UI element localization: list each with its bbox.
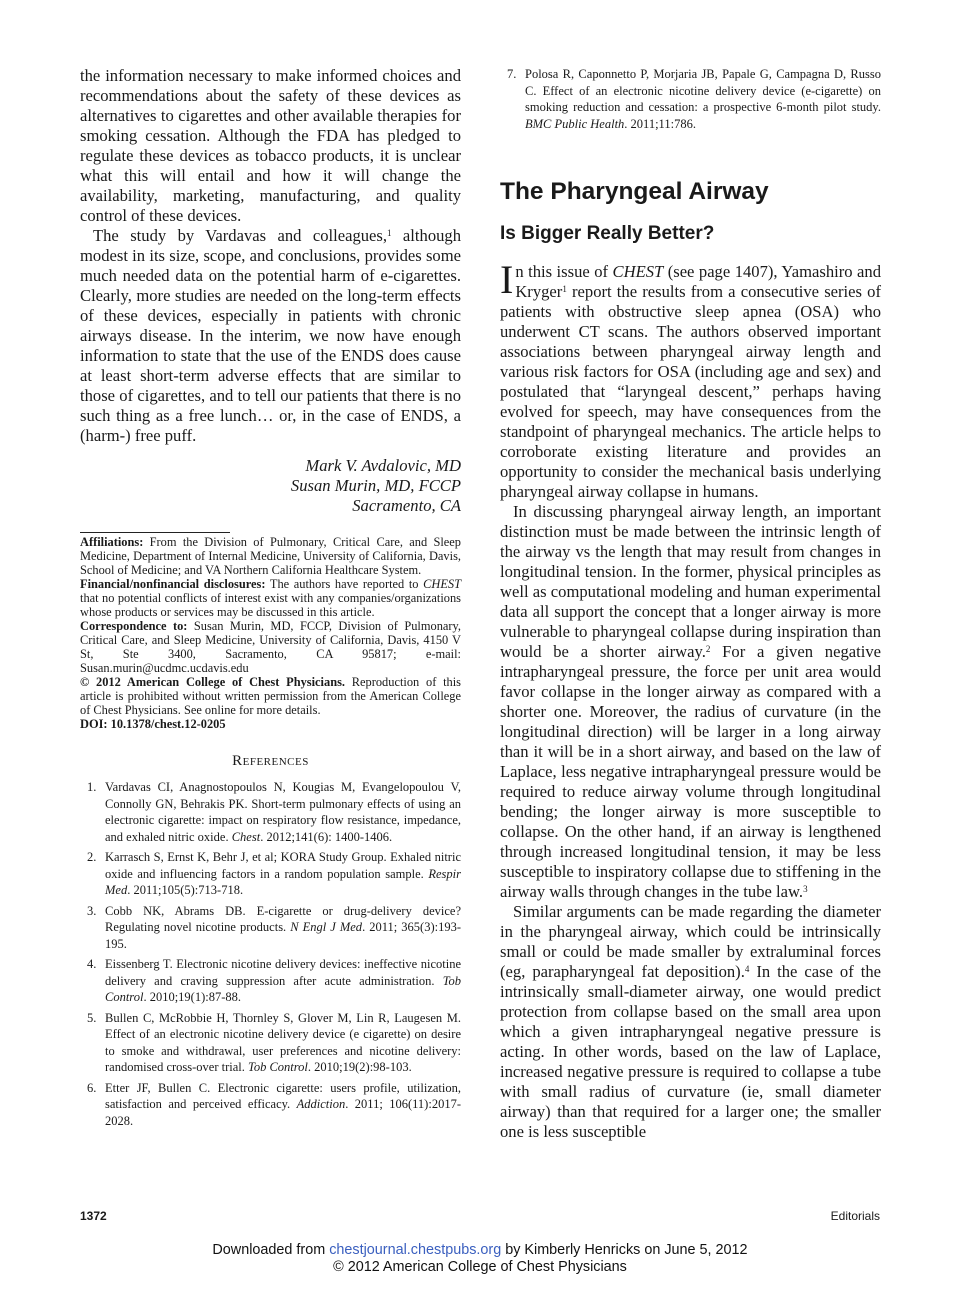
reference-number: 6. [87, 1080, 97, 1095]
reference-text: Bullen C, McRobbie H, Thornley S, Glover M, Lin R, Laugesen M. Effect of an electronic nicotine delivery device (e cigarette) on desire to smoke and withdrawal, user preferences and nicotine delivery: randomised cross-over trial. [105, 1010, 461, 1074]
text-span: In the case of the intrinsically small-diameter airway, one would predict protection from collapse based on the small area upon which a given intrapharyngeal negative pressure is acting. In other words, based on the law of Laplace, increased negative pressure is required to collapse a tube with small radius of curvature (ie, small diameter airway) than that required for a larger one; the smaller one is less susceptible [500, 962, 881, 1141]
article-subtitle: Is Bigger Really Better? [500, 223, 715, 244]
citation-link[interactable]: 3 [803, 884, 808, 894]
journal-name: CHEST [423, 577, 461, 591]
journal-name: Tob Control [248, 1060, 308, 1074]
reference-number: 5. [87, 1010, 97, 1025]
journal-name: CHEST [612, 262, 664, 281]
reference-item [80, 1010, 461, 1076]
reference-text: Etter JF, Bullen C. Electronic cigarette: users profile, utilization, satisfaction and perceived efficacy. [105, 1080, 461, 1111]
download-copyright: © 2012 American College of Chest Physicians [333, 1259, 627, 1275]
text-span: The study by Vardavas and colleagues, [93, 226, 388, 245]
reference-tail: . 2011; 365(3):193-195. [105, 920, 461, 951]
journal-site-link[interactable]: chestjournal.chestpubs.org [329, 1242, 502, 1258]
left-column [80, 66, 461, 1133]
references-heading: References [232, 753, 309, 769]
journal-name: BMC Public Health [525, 116, 625, 131]
reference-tail: . 2011;105(5):713-718. [127, 883, 244, 897]
reference-item [80, 779, 461, 845]
text-span: Susan Murin, MD, FCCP, Division of Pulmonary, Critical Care, and Sleep Medicine, University of California, Davis, 4150 V St, Ste 3400, Sacramento, CA 95817; e-mail: Susan.murin@ucdmc.ucdavis.edu [80, 619, 462, 675]
article-title: The Pharyngeal Airway [500, 178, 769, 205]
author-name: Susan Murin, MD, FCCP [290, 476, 461, 495]
journal-name: N Engl J Med [290, 920, 363, 934]
text-span: From the Division of Pulmonary, Critical Care, and Sleep Medicine, Department of Internal Medicine, University of California, Davis, School of Medicine; and VA Northern California Healthcare System. [80, 535, 461, 577]
reference-text: Vardavas CI, Anagnostopoulos N, Kougias M, Evangelopoulou V, Connolly GN, Behrakis PK. Short-term pulmonary effects of using an electronic cigarette: impact on respiratory flow resistance, impedance, and exhaled nitric oxide. [105, 780, 461, 844]
text-span: n this issue of [515, 262, 613, 281]
reference-tail: . 2010;19(2):98-103. [307, 1060, 412, 1074]
affiliations [80, 535, 461, 577]
label: Correspondence to: [80, 619, 188, 633]
body-paragraph: the information necessary to make informed choices and recommendations about the safety of these devices as alternatives to cigarettes and other available therapies for smoking cessation. Although the FDA has pledged to regulate these devices as tobacco products, it is unclear what this will entail and how it will change the availability, marketing, manufacturing, and quality control of these devices. [80, 66, 461, 225]
author-location: Sacramento, CA [352, 496, 461, 515]
reference-tail: . 2011; 106(11):2017-2028. [105, 1097, 461, 1128]
reference-number: 4. [87, 957, 97, 971]
journal-name: Chest [231, 829, 261, 844]
section-label: Editorials [830, 1209, 880, 1223]
author-signature [80, 456, 461, 516]
label: Affiliations: [80, 535, 144, 549]
doi-text[interactable]: DOI: 10.1378/chest.12-0205 [80, 717, 226, 731]
reference-number: 7. [507, 67, 517, 81]
text-span: report the results from a consecutive series of patients with obstructive sleep apnea (OSA) who underwent CT scans. The authors observed important associations between pharyngeal airway length and various risk factors for OSA (including age and sex) and postulated that “laryngeal descent,” perhaps having evolved for speech, may have consequences from the standpoint of pharyngeal mechanics. The article helps to corroborate existing literature and provides an opportunity to consider the mechanical basis underlying pharyngeal airway collapse in humans. [500, 282, 881, 501]
label: © 2012 American College of Chest Physicians. [80, 675, 345, 689]
journal-name: Addiction [296, 1097, 346, 1111]
affiliations-block [80, 535, 461, 731]
reference-tail: . 2012;141(6): 1400-1406. [260, 829, 393, 844]
reference-text: Polosa R, Caponnetto P, Morjaria JB, Papale G, Campagna D, Russo C. Effect of an electronic nicotine delivery device (e-cigarette) on smoking reduction and cessation: a prospective 6-month pilot study. [525, 67, 881, 114]
doi[interactable] [80, 717, 461, 731]
text-span: that no potential conflicts of interest exist with any companies/organizations whose products or services may be discussed in this article. [80, 591, 461, 619]
reference-text: Cobb NK, Abrams DB. E-cigarette or drug-delivery device? Regulating novel nicotine products. [105, 903, 461, 934]
citation-link[interactable]: 4 [744, 964, 750, 974]
references-list-continued [500, 66, 881, 132]
divider [80, 532, 230, 533]
citation-link[interactable]: 1 [562, 284, 567, 294]
text-span: Similar arguments can be made regarding the diameter in the pharyngeal airway, which could be intrinsically small or could be made smaller by extraluminal forces (eg, parapharyngeal fat deposition). [500, 902, 881, 981]
page-number: 1372 [80, 1209, 107, 1223]
journal-name: Respir Med [105, 866, 461, 897]
journal-name: Tob Control [105, 973, 461, 1004]
citation-link[interactable]: 1 [387, 228, 392, 238]
right-column [500, 66, 881, 1142]
disclosures [80, 577, 461, 619]
label: Financial/nonfinancial disclosures: [80, 577, 266, 591]
download-line [0, 1242, 960, 1259]
reference-item [80, 903, 461, 953]
reference-text: Eissenberg T. Electronic nicotine delivery devices: ineffective nicotine delivery and craving suppression after acute administration. [105, 957, 461, 988]
author-name: Mark V. Avdalovic, MD [305, 456, 461, 475]
text-span: In discussing pharyngeal airway length, an important distinction must be made between the intrinsic length of the airway vs the length that may result from changes in longitudinal tension. In the former, physical principles as well as computational modeling and human experimental data all support the concept that a longer airway is more vulnerable to pharyngeal collapse during inspiration than would be a shorter airway. [500, 502, 881, 661]
reference-item [80, 956, 461, 1006]
download-notice [0, 1242, 960, 1276]
text-span: (see page 1407), Yamashiro and Kryger [515, 262, 881, 301]
reference-tail: . 2010;19(1):87-88. [143, 990, 241, 1004]
reference-number: 2. [87, 850, 97, 864]
text-span: The authors have reported to [265, 577, 424, 591]
body-paragraph [80, 226, 461, 446]
text-span: For a given negative intrapharyngeal pressure, the force per unit area would favor collapse in the longer airway as compared with a shorter one. Moreover, the radius of curvature (in the longitudinal direction) will be larger in a long airway than it will be in a short airway, and based on the law of Laplace, less negative intrapharyngeal pressure would be required to reduce airway volume through longitudinal bending; the longer airway is more susceptible to collapse. On the other hand, if an airway is lengthened through increased longitudinal tension, it may be less susceptible to inspiratory collapse due to stiffening in the airway walls through changes in the tube law. [500, 642, 881, 901]
body-paragraph [500, 257, 881, 502]
reference-number: 3. [87, 903, 97, 918]
reference-item [80, 1080, 461, 1130]
copyright-notice [80, 675, 461, 717]
reference-number: 1. [87, 780, 97, 794]
text-span: although modest in its size, scope, and conclusions, provides some much needed data on the potential harm of e-cigarettes. Clearly, more studies are needed on the long-term effects of these devices, especially in patients with chronic airways disease. In the interim, we now have enough information to state that the use of the ENDS does cause at least short-term adverse effects that are similar to those of cigarettes, and to tell our patients that there is no such thing as a free lunch… or, in the case of ENDS, a (harm-) free puff. [80, 226, 462, 445]
body-paragraph [500, 502, 881, 902]
text-span: Reproduction of this article is prohibited without written permission from the American College of Chest Physicians. See online for more details. [80, 675, 461, 717]
text-span: Downloaded from [212, 1242, 330, 1258]
reference-text: Karrasch S, Ernst K, Behr J, et al; KORA Study Group. Exhaled nitric oxide and influencing factors in a random population sample. [105, 850, 461, 881]
reference-item [80, 849, 461, 899]
reference-item [500, 66, 881, 132]
drop-cap: I [500, 257, 514, 302]
text-span: by Kimberly Henricks on June 5, 2012 [501, 1242, 748, 1258]
references-list [80, 779, 461, 1129]
body-paragraph [500, 902, 881, 1142]
reference-tail: . 2011;11:786. [624, 116, 696, 131]
correspondence [80, 619, 461, 675]
citation-link[interactable]: 2 [705, 644, 711, 654]
